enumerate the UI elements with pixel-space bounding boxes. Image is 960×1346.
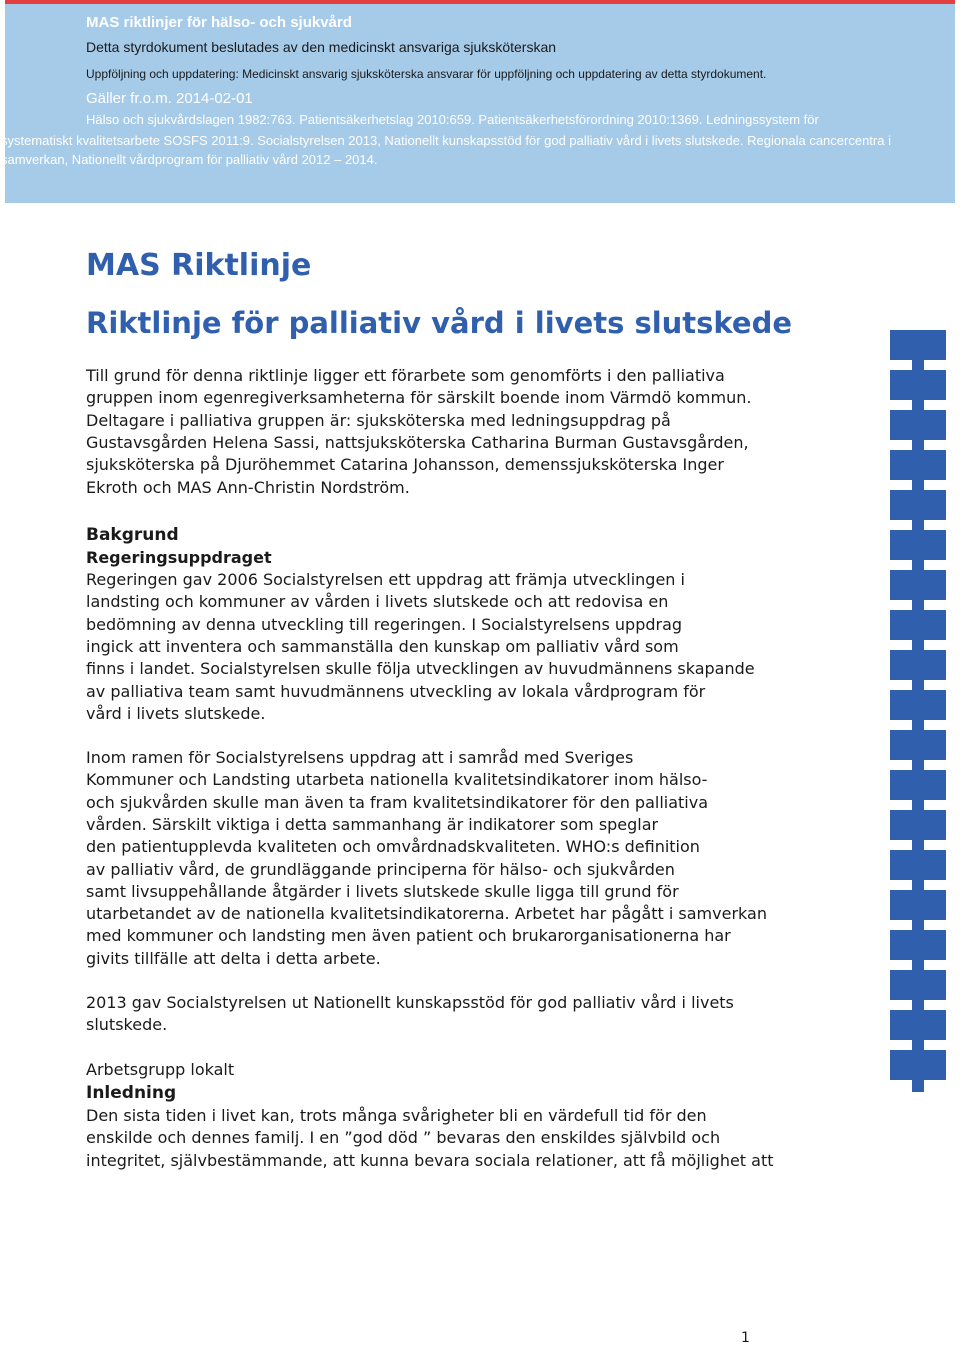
decorative-connector (912, 558, 924, 572)
assignment-text-line: vården. Särskilt viktiga i detta sammanhang är indikatorer som speglar (86, 814, 659, 834)
section-heading-bakgrund: Bakgrund (86, 525, 179, 545)
decorative-connector (912, 438, 924, 452)
decorative-block (890, 890, 946, 920)
decorative-block (890, 1010, 946, 1040)
assignment-text-line: med kommuner och landsting men även patient och brukarorganisationerna har (86, 926, 731, 946)
intro-line: Ekroth och MAS Ann-Christin Nordström. (86, 477, 410, 497)
decorative-connector (912, 918, 924, 932)
knowledge-support-line: 2013 gav Socialstyrelsen ut Nationellt kunskapsstöd för god palliativ vård i livets (86, 993, 734, 1012)
decorative-block (890, 330, 946, 360)
decorative-connector (912, 998, 924, 1012)
document-header (1, 0, 955, 203)
decorative-connector (912, 638, 924, 652)
decorative-block (890, 810, 946, 840)
header-references-3: samverkan, Nationellt vårdprogram för palliativ vård 2012 – 2014. (1, 152, 378, 167)
assignment-text-line: och sjukvården skulle man även ta fram kvalitetsindikatorer för den palliativa (86, 792, 709, 812)
header-follow-up: Uppföljning och uppdatering: Medicinskt ansvarig sjuksköterska ansvarar för uppföljning och uppdatering av detta styrdokument. (86, 67, 767, 81)
document-title: MAS Riktlinje (86, 248, 312, 283)
header-references-1: Hälso och sjukvårdslagen 1982:763. Patientsäkerhetslag 2010:659. Patientsäkerhetsförordning 2010:1369. Ledningssystem för (86, 112, 819, 127)
decorative-connector (912, 398, 924, 412)
decorative-connector (912, 1078, 924, 1092)
section-heading-inledning: Inledning (86, 1083, 177, 1103)
decorative-connector (912, 478, 924, 492)
section-heading-regeringsuppdraget: Regeringsuppdraget (86, 548, 272, 567)
intro-text-line: enskilde och dennes familj. I en ”god död ” bevaras den enskildes självbild och (86, 1128, 721, 1148)
header-valid-from: Gäller fr.o.m. 2014-02-01 (86, 90, 253, 107)
intro-line: Till grund för denna riktlinje ligger ett förarbete som genomförts i den palliativa (86, 366, 725, 385)
government-text-line: av palliativa team samt huvudmännens utveckling av lokala vårdprogram för (86, 681, 706, 701)
assignment-text-line: Kommuner och Landsting utarbeta nationella kvalitetsindikatorer inom hälso- (86, 770, 708, 790)
header-references-2: systematiskt kvalitetsarbete SOSFS 2011:9. Socialstyrelsen 2013, Nationellt kunskapsstöd för god palliativ vård i livets slutskede. Regionala cancercentra i (1, 133, 891, 148)
intro-text-line: Den sista tiden i livet kan, trots många svårigheter bli en värdefull tid för den (86, 1106, 707, 1125)
decorative-block (890, 970, 946, 1000)
decorative-block (890, 570, 946, 600)
decorative-block (890, 770, 946, 800)
decorative-connector (912, 678, 924, 692)
assignment-text-line: den patientupplevda kvaliteten och omvårdnadskvaliteten. WHO:s definition (86, 837, 700, 857)
decorative-block (890, 850, 946, 880)
decorative-block (890, 730, 946, 760)
decorative-block (890, 410, 946, 440)
assignment-text-line: Inom ramen för Socialstyrelsens uppdrag att i samråd med Sveriges (86, 748, 634, 767)
government-text-line: bedömning av denna utveckling till regeringen. I Socialstyrelsens uppdrag (86, 614, 683, 634)
decorative-block (890, 490, 946, 520)
page-number: 1 (741, 1330, 750, 1346)
government-text-line: ingick att inventera och sammanställa den kunskap om palliativ vård som (86, 636, 679, 656)
decorative-pattern (890, 330, 946, 1110)
intro-line: gruppen inom egenregiverksamheterna för särskilt boende inom Värmdö kommun. (86, 388, 752, 408)
decorative-block (890, 690, 946, 720)
local-group-label: Arbetsgrupp lokalt (86, 1060, 235, 1079)
government-text-line: Regeringen gav 2006 Socialstyrelsen ett uppdrag att främja utvecklingen i (86, 570, 685, 589)
intro-line: Gustavsgården Helena Sassi, nattsjuksköterska Catharina Burman Gustavsgården, (86, 432, 749, 452)
header-title: MAS riktlinjer för hälso- och sjukvård (86, 14, 352, 31)
government-text-line: landsting och kommuner av vården i livets slutskede och att redovisa en (86, 592, 669, 612)
decorative-connector (912, 878, 924, 892)
decorative-block (890, 1050, 946, 1080)
decorative-block (890, 610, 946, 640)
government-text-line: vård i livets slutskede. (86, 703, 266, 723)
assignment-text-line: samt livsuppehållande åtgärder i livets slutskede skulle ligga till grund för (86, 881, 679, 901)
decorative-connector (912, 518, 924, 532)
decorative-connector (912, 718, 924, 732)
decorative-connector (912, 958, 924, 972)
government-text-line: finns i landet. Socialstyrelsen skulle följa utvecklingen av huvudmännens skapande (86, 659, 755, 679)
intro-line: sjuksköterska på Djuröhemmet Catarina Johansson, demenssjuksköterska Inger (86, 455, 724, 475)
decorative-connector (912, 358, 924, 372)
decorative-connector (912, 758, 924, 772)
decorative-block (890, 650, 946, 680)
assignment-text-line: av palliativ vård, de grundläggande principerna för hälso- och sjukvården (86, 859, 675, 879)
decorative-connector (912, 798, 924, 812)
decorative-connector (912, 838, 924, 852)
decorative-block (890, 530, 946, 560)
intro-line: Deltagare i palliativa gruppen är: sjuksköterska med ledningsuppdrag på (86, 410, 671, 430)
assignment-text-line: givits tillfälle att delta i detta arbete. (86, 948, 381, 968)
document-subtitle: Riktlinje för palliativ vård i livets slutskede (86, 306, 793, 340)
assignment-text-line: utarbetandet av de nationella kvalitetsindikatorerna. Arbetet har pågått i samverkan (86, 904, 767, 924)
decorative-block (890, 930, 946, 960)
decorative-block (890, 450, 946, 480)
intro-text-line: integritet, självbestämmande, att kunna bevara sociala relationer, att få möjlighet att (86, 1150, 774, 1170)
decorative-connector (912, 598, 924, 612)
decorative-pattern-graphic (890, 330, 946, 1110)
header-decided-by: Detta styrdokument beslutades av den medicinskt ansvariga sjuksköterskan (86, 39, 557, 55)
decorative-connector (912, 1038, 924, 1052)
knowledge-support-line: slutskede. (86, 1015, 168, 1035)
decorative-block (890, 370, 946, 400)
